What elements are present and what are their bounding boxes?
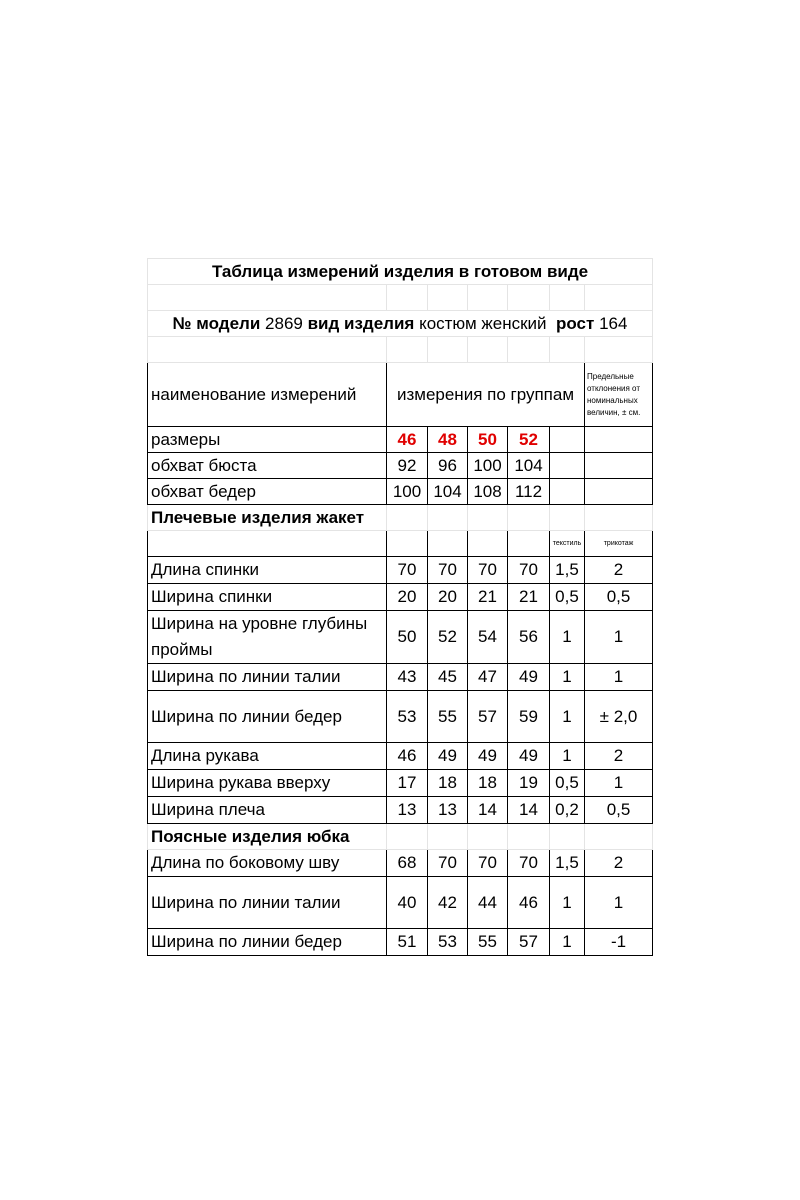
textile-tolerance: 1 — [550, 929, 585, 956]
size-value: 55 — [468, 929, 508, 956]
size-value: 46 — [387, 743, 428, 770]
cell-value: 108 — [468, 479, 508, 505]
row-label: Ширина плеча — [148, 797, 387, 824]
size-value: 70 — [468, 850, 508, 877]
textile-tolerance: 0,5 — [550, 770, 585, 797]
size-value: 43 — [387, 664, 428, 691]
size-value: 13 — [387, 797, 428, 824]
knit-tolerance: 1 — [585, 770, 653, 797]
size-value: 70 — [428, 557, 468, 584]
height-value: 164 — [599, 313, 628, 333]
size-value: 46 — [508, 877, 550, 929]
row-label: Длина по боковому шву — [148, 850, 387, 877]
size-value: 18 — [468, 770, 508, 797]
table-title: Таблица измерений изделия в готовом виде — [148, 259, 653, 285]
size-value: 57 — [508, 929, 550, 956]
size-value: 18 — [428, 770, 468, 797]
size-value: 44 — [468, 877, 508, 929]
row-label: Ширина по линии талии — [148, 877, 387, 929]
size-value: 70 — [428, 850, 468, 877]
size-value: 56 — [508, 611, 550, 664]
size-value: 45 — [428, 664, 468, 691]
size-value: 70 — [508, 557, 550, 584]
cell-value: 112 — [508, 479, 550, 505]
size-value: 13 — [428, 797, 468, 824]
size-50: 50 — [468, 427, 508, 453]
size-value: 21 — [468, 584, 508, 611]
size-value: 70 — [387, 557, 428, 584]
measurement-row — [148, 770, 653, 797]
groups-column-header: измерения по группам — [387, 363, 585, 427]
size-value: 51 — [387, 929, 428, 956]
jacket-section-title: Плечевые изделия жакет — [148, 505, 387, 531]
knit-tolerance: -1 — [585, 929, 653, 956]
textile-tolerance: 1 — [550, 664, 585, 691]
measurement-row — [148, 877, 653, 929]
size-value: 68 — [387, 850, 428, 877]
measurement-row — [148, 584, 653, 611]
bust-row — [148, 453, 653, 479]
size-value: 49 — [508, 664, 550, 691]
knit-tolerance: 2 — [585, 557, 653, 584]
cell-value: 104 — [428, 479, 468, 505]
cell-value: 100 — [387, 479, 428, 505]
row-label: Ширина по линии талии — [148, 664, 387, 691]
cell-value: 92 — [387, 453, 428, 479]
measurement-row — [148, 664, 653, 691]
size-48: 48 — [428, 427, 468, 453]
knit-tolerance: 2 — [585, 743, 653, 770]
row-label: обхват бюста — [148, 453, 387, 479]
size-value: 50 — [387, 611, 428, 664]
type-value: костюм женский — [419, 313, 547, 333]
type-label: вид изделия — [307, 313, 415, 333]
height-label: рост — [556, 313, 595, 333]
skirt-rows — [148, 850, 653, 956]
knit-label: трикотаж — [585, 531, 653, 557]
size-value: 70 — [468, 557, 508, 584]
knit-tolerance: 1 — [585, 611, 653, 664]
textile-tolerance: 0,2 — [550, 797, 585, 824]
row-label: Ширина рукава вверху — [148, 770, 387, 797]
model-line — [148, 311, 653, 337]
textile-tolerance: 1,5 — [550, 557, 585, 584]
measurement-row — [148, 743, 653, 770]
cell-value: 104 — [508, 453, 550, 479]
size-46: 46 — [387, 427, 428, 453]
skirt-section-title: Поясные изделия юбка — [148, 824, 387, 850]
knit-tolerance: ± 2,0 — [585, 691, 653, 743]
size-value: 49 — [508, 743, 550, 770]
hips-row — [148, 479, 653, 505]
row-label: Длина спинки — [148, 557, 387, 584]
knit-tolerance: 1 — [585, 877, 653, 929]
row-label: Ширина по линии бедер — [148, 929, 387, 956]
textile-label: текстиль — [550, 531, 585, 557]
jacket-rows — [148, 557, 653, 824]
measurement-table — [147, 258, 653, 956]
textile-tolerance: 1 — [550, 691, 585, 743]
measurement-row — [148, 850, 653, 877]
size-value: 55 — [428, 691, 468, 743]
model-value: 2869 — [265, 313, 303, 333]
cell-value: 96 — [428, 453, 468, 479]
size-value: 49 — [468, 743, 508, 770]
measurement-row — [148, 691, 653, 743]
size-value: 14 — [468, 797, 508, 824]
jacket-subheader-row — [148, 531, 653, 557]
row-label: размеры — [148, 427, 387, 453]
textile-tolerance: 1 — [550, 611, 585, 664]
skirt-section-row — [148, 824, 653, 850]
textile-tolerance: 0,5 — [550, 584, 585, 611]
name-column-header: наименование измерений — [148, 363, 387, 427]
header-row — [148, 363, 653, 427]
size-value: 21 — [508, 584, 550, 611]
knit-tolerance: 1 — [585, 664, 653, 691]
textile-tolerance: 1 — [550, 743, 585, 770]
knit-tolerance: 0,5 — [585, 584, 653, 611]
size-value: 40 — [387, 877, 428, 929]
tolerance-column-header: Предельные отклонения от номинальных величин, ± см. — [585, 363, 653, 427]
size-value: 70 — [508, 850, 550, 877]
measurement-row — [148, 797, 653, 824]
size-value: 20 — [428, 584, 468, 611]
size-value: 53 — [387, 691, 428, 743]
jacket-section-row — [148, 505, 653, 531]
measurement-row — [148, 557, 653, 584]
size-chart-sheet — [147, 258, 652, 956]
size-value: 17 — [387, 770, 428, 797]
size-value: 54 — [468, 611, 508, 664]
size-value: 57 — [468, 691, 508, 743]
cell-value: 100 — [468, 453, 508, 479]
row-label: обхват бедер — [148, 479, 387, 505]
size-value: 52 — [428, 611, 468, 664]
row-label: Длина рукава — [148, 743, 387, 770]
size-value: 19 — [508, 770, 550, 797]
measurement-row — [148, 929, 653, 956]
size-value: 42 — [428, 877, 468, 929]
size-value: 53 — [428, 929, 468, 956]
row-label: Ширина спинки — [148, 584, 387, 611]
size-52: 52 — [508, 427, 550, 453]
textile-tolerance: 1 — [550, 877, 585, 929]
size-value: 14 — [508, 797, 550, 824]
measurement-row — [148, 611, 653, 664]
size-value: 49 — [428, 743, 468, 770]
knit-tolerance: 2 — [585, 850, 653, 877]
knit-tolerance: 0,5 — [585, 797, 653, 824]
size-value: 20 — [387, 584, 428, 611]
textile-tolerance: 1,5 — [550, 850, 585, 877]
size-value: 47 — [468, 664, 508, 691]
row-label: Ширина на уровне глубины проймы — [148, 611, 387, 664]
row-label: Ширина по линии бедер — [148, 691, 387, 743]
model-label: № модели — [172, 313, 261, 333]
sizes-row — [148, 427, 653, 453]
size-value: 59 — [508, 691, 550, 743]
